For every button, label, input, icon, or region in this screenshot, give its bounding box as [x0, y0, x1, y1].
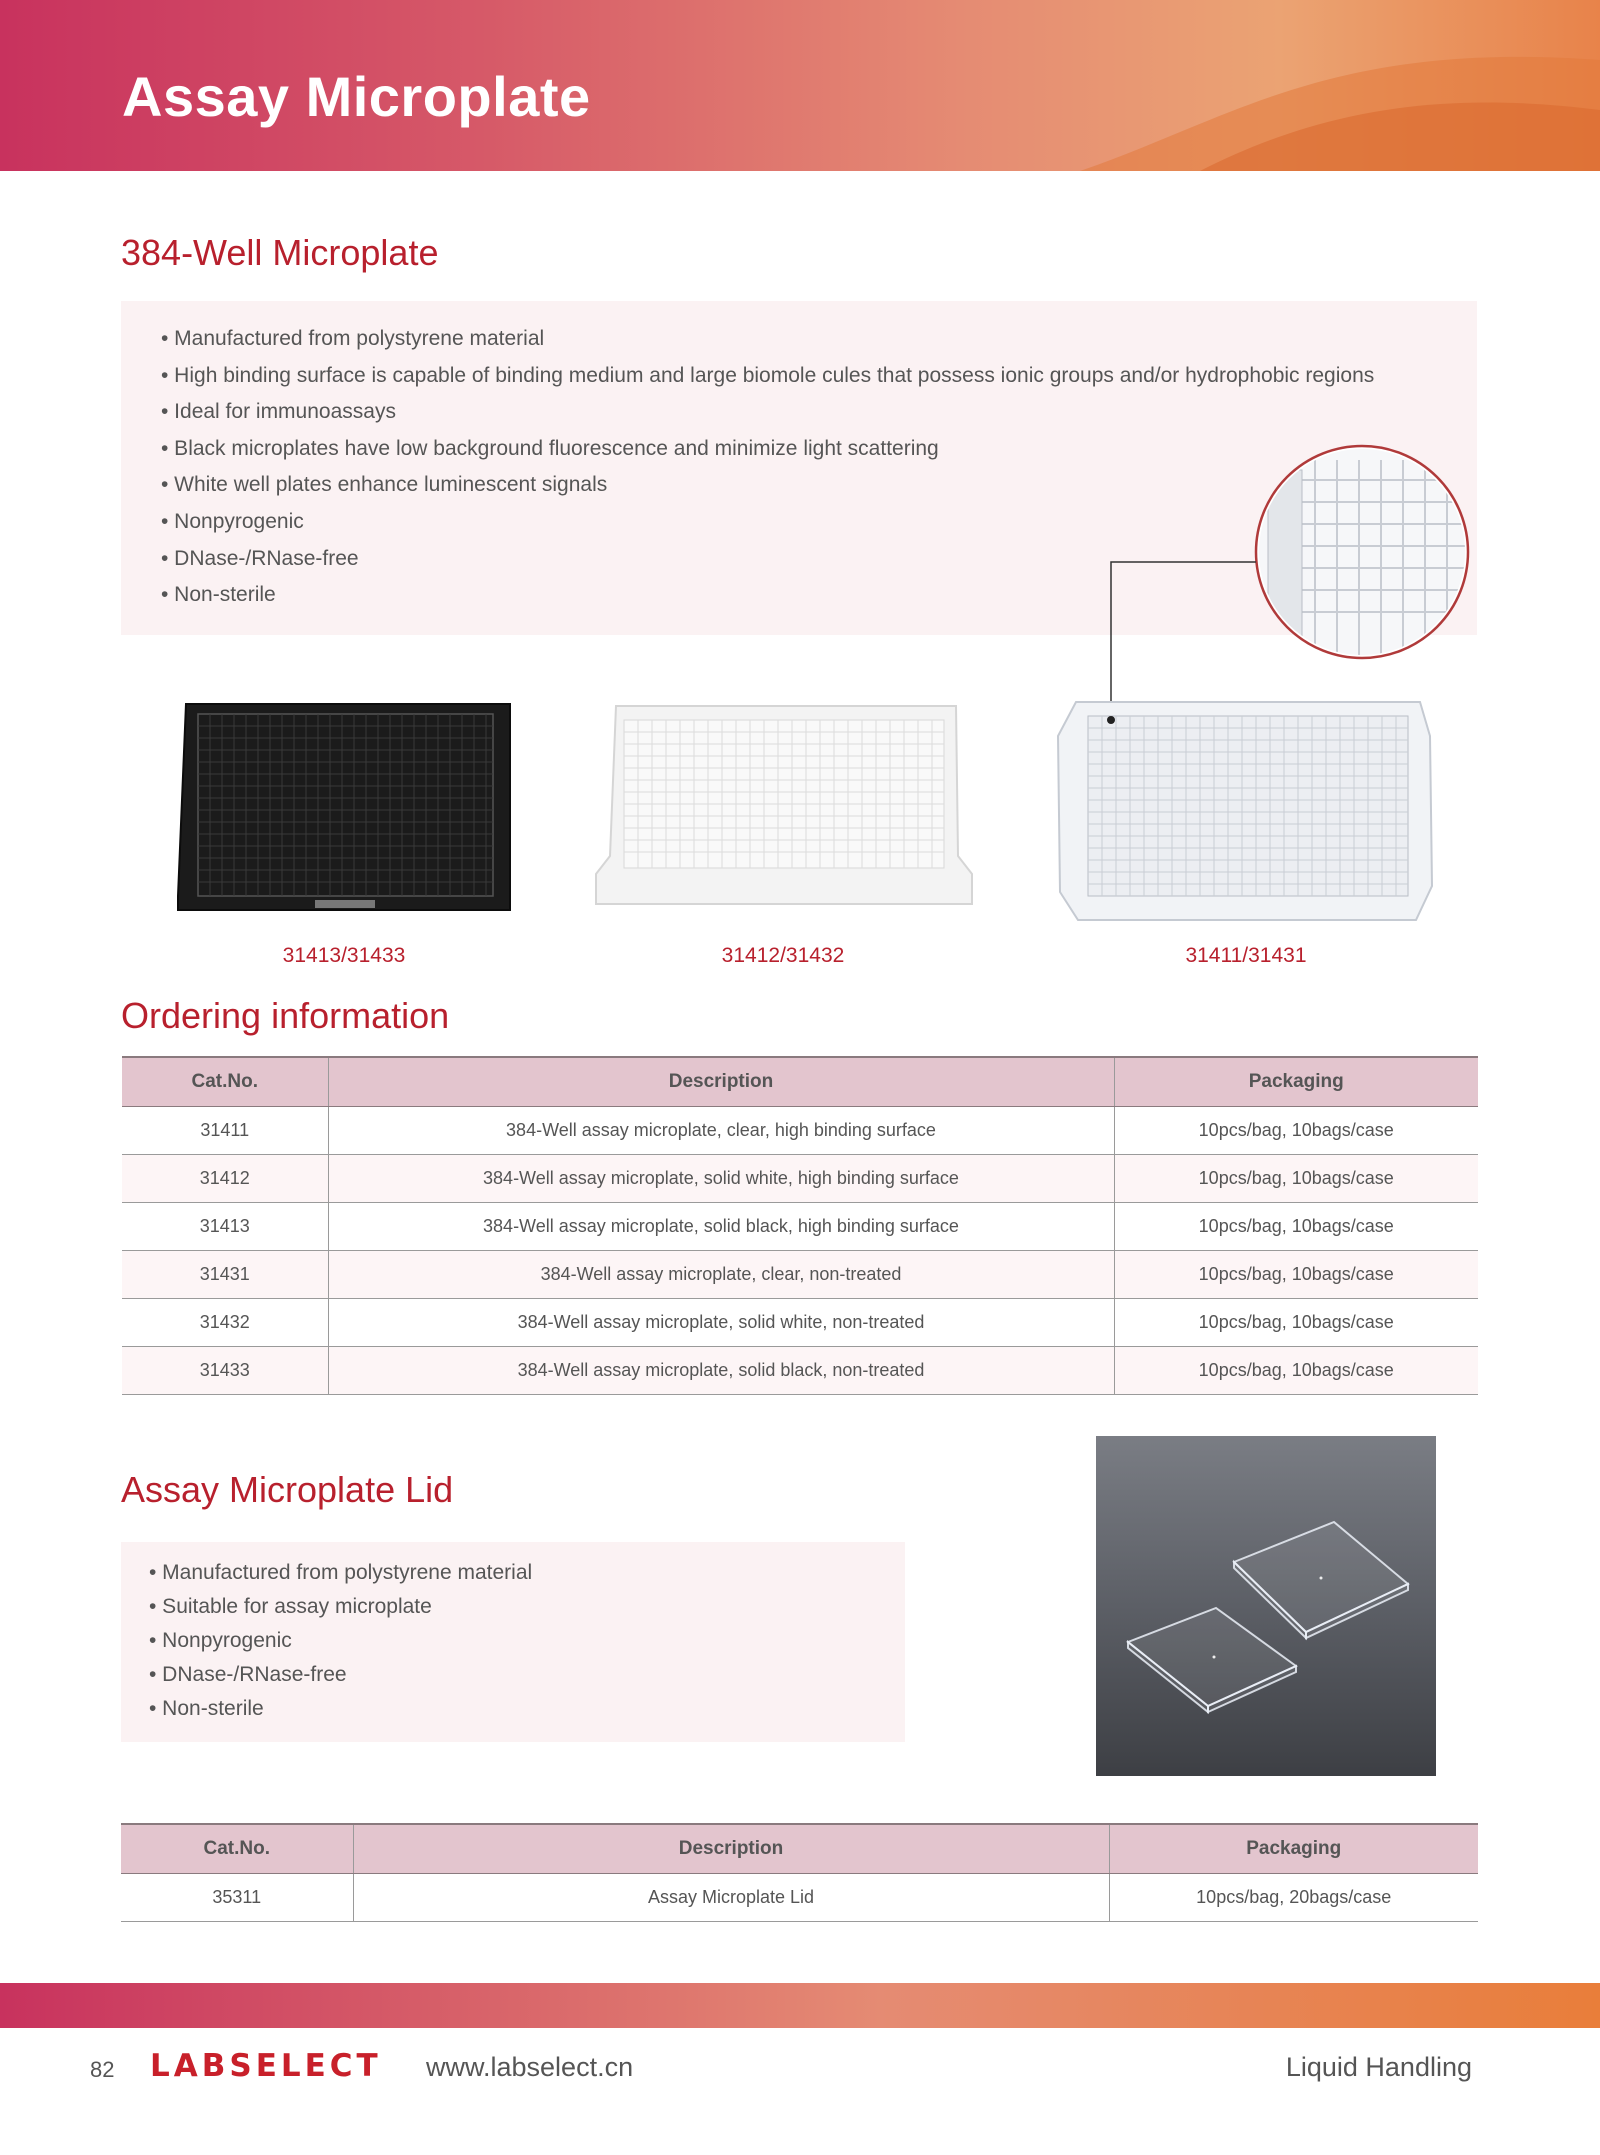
feature-item: • High binding surface is capable of binding medium and large biomole cules that possess ionic groups and/or hydrophobic regions	[161, 363, 1375, 387]
column-header: Packaging	[1114, 1057, 1478, 1107]
table-row	[122, 1107, 1478, 1155]
page-number: 82	[90, 2057, 115, 2082]
description-cell: 384-Well assay microplate, clear, high binding surface	[328, 1107, 1114, 1155]
table-row	[121, 1874, 1478, 1922]
description-cell: Assay Microplate Lid	[353, 1874, 1109, 1922]
section-title-384-well: 384-Well Microplate	[121, 232, 439, 273]
feature-list	[149, 1556, 532, 1726]
table-row	[122, 1251, 1478, 1299]
cat-no-cell: 31431	[122, 1251, 328, 1299]
column-header: Description	[353, 1824, 1109, 1874]
description-cell: 384-Well assay microplate, solid white, high binding surface	[328, 1155, 1114, 1203]
packaging-cell: 10pcs/bag, 10bags/case	[1114, 1203, 1478, 1251]
footer-section-name: Liquid Handling	[1285, 2052, 1472, 2082]
feature-item: • DNase-/RNase-free	[161, 546, 359, 570]
cat-no-cell: 31411	[122, 1107, 328, 1155]
feature-item: • Manufactured from polystyrene material	[149, 1561, 533, 1584]
lid-ordering-table	[121, 1823, 1478, 1922]
table-header-row	[122, 1057, 1478, 1107]
feature-item: • White well plates enhance luminescent signals	[161, 473, 608, 497]
feature-item: • Nonpyrogenic	[149, 1629, 292, 1652]
plate-label-black: 31413/31433	[282, 944, 406, 967]
cat-no-cell: 31432	[122, 1299, 328, 1347]
ordering-table	[122, 1056, 1478, 1395]
footer-band	[0, 1983, 1600, 2028]
feature-box-lid	[121, 1542, 905, 1742]
description-cell: 384-Well assay microplate, solid white, non-treated	[328, 1299, 1114, 1347]
packaging-cell: 10pcs/bag, 10bags/case	[1114, 1155, 1478, 1203]
feature-item: • DNase-/RNase-free	[149, 1663, 347, 1686]
description-cell: 384-Well assay microplate, solid black, non-treated	[328, 1347, 1114, 1395]
header-wave-decoration	[1080, 0, 1600, 171]
feature-item: • Suitable for assay microplate	[149, 1595, 432, 1618]
cat-no-cell: 31433	[122, 1347, 328, 1395]
cat-no-cell: 31413	[122, 1203, 328, 1251]
packaging-cell: 10pcs/bag, 10bags/case	[1114, 1107, 1478, 1155]
packaging-cell: 10pcs/bag, 10bags/case	[1114, 1299, 1478, 1347]
zoom-callout	[1100, 440, 1490, 740]
column-header: Cat.No.	[122, 1057, 328, 1107]
description-cell: 384-Well assay microplate, clear, non-treated	[328, 1251, 1114, 1299]
table-header-row	[121, 1824, 1478, 1874]
lid-product-photo	[1096, 1436, 1436, 1776]
description-cell: 384-Well assay microplate, solid black, high binding surface	[328, 1203, 1114, 1251]
plate-label-clear: 31411/31431	[1185, 944, 1307, 967]
page-title: Assay Microplate	[122, 65, 591, 128]
feature-item: • Nonpyrogenic	[161, 509, 304, 533]
feature-item: • Manufactured from polystyrene material	[161, 327, 545, 350]
feature-item: • Non-sterile	[161, 583, 276, 607]
feature-item: • Black microplates have low background fluorescence and minimize light scattering	[161, 436, 939, 460]
packaging-cell: 10pcs/bag, 10bags/case	[1114, 1347, 1478, 1395]
feature-item: • Ideal for immunoassays	[161, 400, 396, 424]
plate-label-white: 31412/31432	[721, 944, 845, 967]
lid-illustration	[1096, 1436, 1436, 1776]
brand-logo: LABSELECT	[150, 2048, 382, 2084]
feature-item: • Non-sterile	[149, 1697, 264, 1720]
column-header: Description	[328, 1057, 1114, 1107]
table-row	[122, 1347, 1478, 1395]
cat-no-cell: 35311	[121, 1874, 353, 1922]
section-title-lid: Assay Microplate Lid	[121, 1469, 454, 1510]
plate-clear-image	[1048, 696, 1448, 926]
packaging-cell: 10pcs/bag, 10bags/case	[1114, 1251, 1478, 1299]
column-header: Packaging	[1109, 1824, 1478, 1874]
section-title-ordering: Ordering information	[121, 995, 450, 1036]
cat-no-cell: 31412	[122, 1155, 328, 1203]
column-header: Cat.No.	[121, 1824, 353, 1874]
page-header	[0, 0, 1600, 171]
plate-white-image	[588, 698, 980, 914]
table-row	[122, 1155, 1478, 1203]
table-row	[122, 1203, 1478, 1251]
table-row	[122, 1299, 1478, 1347]
packaging-cell: 10pcs/bag, 20bags/case	[1109, 1874, 1478, 1922]
plate-black-image	[170, 696, 515, 920]
website-link[interactable]: www.labselect.cn	[426, 2052, 634, 2082]
